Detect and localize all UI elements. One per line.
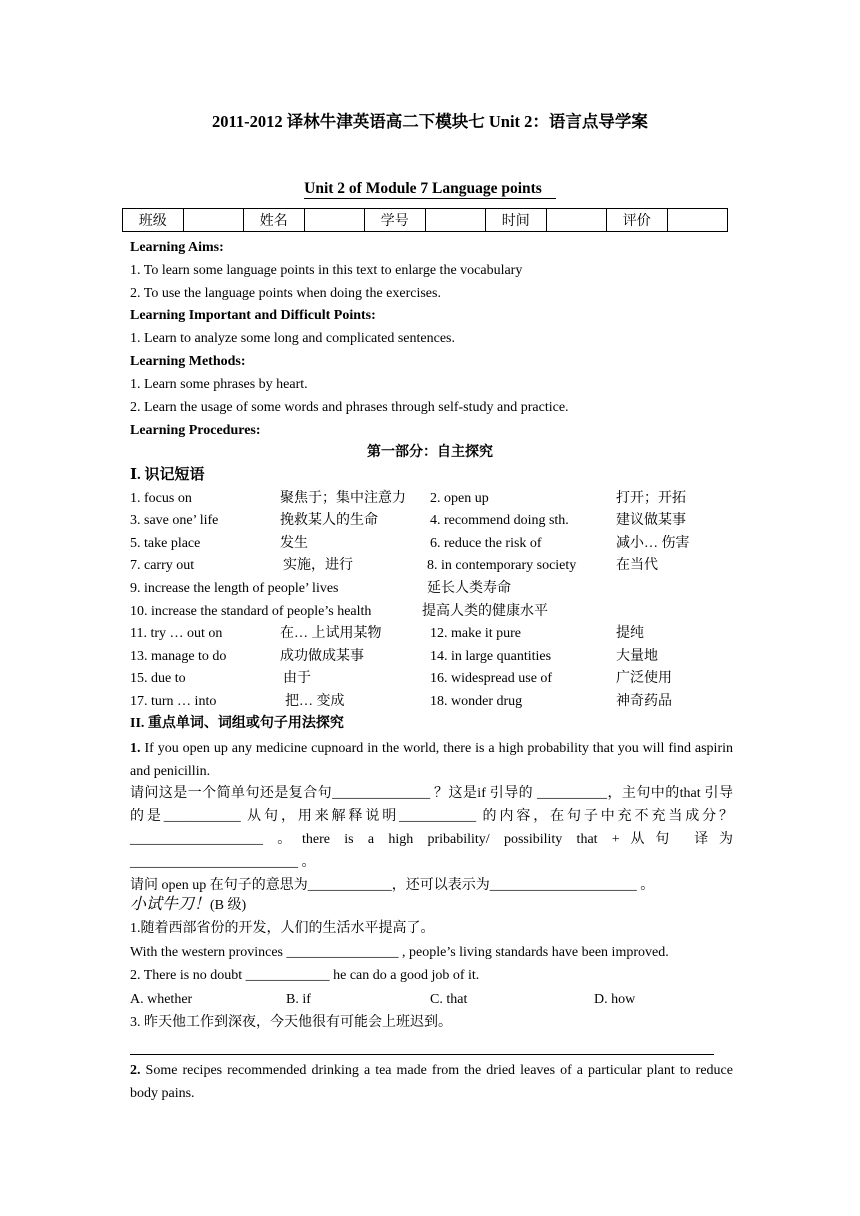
phrase-cn: 神奇药品: [616, 694, 672, 709]
phrase-cn: 把… 变成: [285, 694, 345, 709]
part-one-heading: 第一部分：自主探究: [367, 445, 493, 460]
option-a: A. whether: [130, 992, 193, 1007]
phrase-cn: 大量地: [616, 649, 658, 664]
phrase-en: 10. increase the standard of people’s health: [130, 604, 372, 619]
phrase-cn: 成功做成某事: [280, 649, 364, 664]
exercise-one-cn: 1.随着西部省份的开发，人们的生活水平提高了。: [130, 921, 435, 936]
table-cell: 评价: [607, 209, 668, 232]
table-cell: 学号: [365, 209, 426, 232]
document-title: 2011-2012 译林牛津英语高二下模块七 Unit 2：语言点导学案: [212, 112, 648, 131]
phrase-cn: 在当代: [616, 558, 658, 573]
table-cell: [425, 209, 486, 232]
phrase-cn: 发生: [280, 536, 308, 551]
option-c: C. that: [430, 992, 468, 1007]
phrase-en: 18. wonder drug: [430, 694, 523, 709]
exercise-three: 3. 昨天他工作到深夜，今天他很有可能会上班迟到。: [130, 1015, 452, 1030]
phrase-cn: 减小… 伤害: [616, 536, 690, 551]
phrase-en: 8. in contemporary society: [427, 558, 577, 573]
section-subtitle: Unit 2 of Module 7 Language points: [0, 180, 860, 198]
phrase-en: 14. in large quantities: [430, 649, 552, 664]
list-item: 1. To learn some language points in this text to enlarge the vocabulary: [130, 263, 523, 278]
phrase-en: 15. due to: [130, 671, 186, 686]
option-b: B. if: [286, 992, 311, 1007]
exercise-two: 2. There is no doubt ____________ he can do a good job of it.: [130, 968, 480, 983]
table-cell: 时间: [486, 209, 547, 232]
important-points-heading: Learning Important and Difficult Points:: [130, 308, 376, 323]
phrase-cn: 由于: [283, 671, 311, 686]
exercise-one-en: With the western provinces ________________ , people’s living standards have been improved.: [130, 945, 669, 960]
phrase-en: 12. make it pure: [430, 626, 521, 641]
phrase-en: 2. open up: [430, 491, 489, 506]
learning-aims-heading: Learning Aims:: [130, 240, 224, 255]
phrase-cn: 挽救某人的生命: [280, 513, 378, 528]
phrase-en: 11. try … out on: [130, 626, 223, 641]
table-cell: [304, 209, 365, 232]
phrase-en: 1. focus on: [130, 491, 192, 506]
phrase-en: 17. turn … into: [130, 694, 217, 709]
list-item: 2. Learn the usage of some words and phrases through self-study and practice.: [130, 400, 569, 415]
phrase-cn: 在… 上试用某物: [280, 626, 382, 641]
answer-line: [130, 1054, 714, 1055]
list-item: 1. Learn to analyze some long and complicated sentences.: [130, 331, 455, 346]
list-item: 1. Learn some phrases by heart.: [130, 377, 308, 392]
question-two: 2. Some recipes recommended drinking a tea made from the dried leaves of a particular plant to reduce body pains.: [130, 1063, 733, 1101]
phrase-en: 4. recommend doing sth.: [430, 513, 569, 528]
phrase-cn: 打开；开拓: [616, 491, 686, 506]
question-one: 1. If you open up any medicine cupnoard in the world, there is a high probability that you will find aspirin and penicillin.: [130, 741, 733, 779]
phrase-en: 6. reduce the risk of: [430, 536, 542, 551]
phrase-cn: 提纯: [616, 626, 644, 641]
learning-methods-heading: Learning Methods:: [130, 354, 246, 369]
table-row: [123, 209, 728, 232]
phrase-cn: 实施，进行: [283, 558, 353, 573]
phrase-en: 7. carry out: [130, 558, 195, 573]
table-cell: 班级: [123, 209, 184, 232]
phrase-en: 9. increase the length of people’ lives: [130, 581, 339, 596]
list-item: 2. To use the language points when doing the exercises.: [130, 286, 441, 301]
phrase-cn: 延长人类寿命: [427, 581, 511, 596]
phrase-en: 13. manage to do: [130, 649, 227, 664]
phrase-cn: 提高人类的健康水平: [422, 604, 548, 619]
question-one-open-up: 请问 open up 在句子的意思为____________，还可以表示为_____________________ 。: [130, 878, 655, 893]
phrase-en: 5. take place: [130, 536, 201, 551]
try-heading: 小试牛刀！(B 级): [130, 894, 247, 913]
question-one-analysis: 请问这是一个简单句还是复合句______________ ？这是if 引导的 __________，主句中的that 引导的是___________ 从句，用来解释说明___________ 的内容，在句子中充不充当成分？___________________ 。there is a high pribability/ possibility that +从句 译为________________________ 。: [130, 786, 733, 870]
student-info-table: [122, 208, 728, 232]
phrase-cn: 广泛使用: [616, 671, 672, 686]
table-cell: [667, 209, 728, 232]
phrase-en: 16. widespread use of: [430, 671, 553, 686]
section-one-heading: Ⅰ. 识记短语: [130, 467, 205, 483]
table-cell: [183, 209, 244, 232]
option-d: D. how: [594, 992, 636, 1007]
table-cell: 姓名: [244, 209, 305, 232]
table-cell: [546, 209, 607, 232]
learning-procedures-heading: Learning Procedures:: [130, 423, 261, 438]
phrase-en: 3. save one’ life: [130, 513, 219, 528]
phrase-cn: 聚焦于；集中注意力: [280, 491, 406, 506]
phrase-cn: 建议做某事: [616, 513, 686, 528]
section-two-heading: II. 重点单词、词组或句子用法探究: [130, 716, 344, 731]
